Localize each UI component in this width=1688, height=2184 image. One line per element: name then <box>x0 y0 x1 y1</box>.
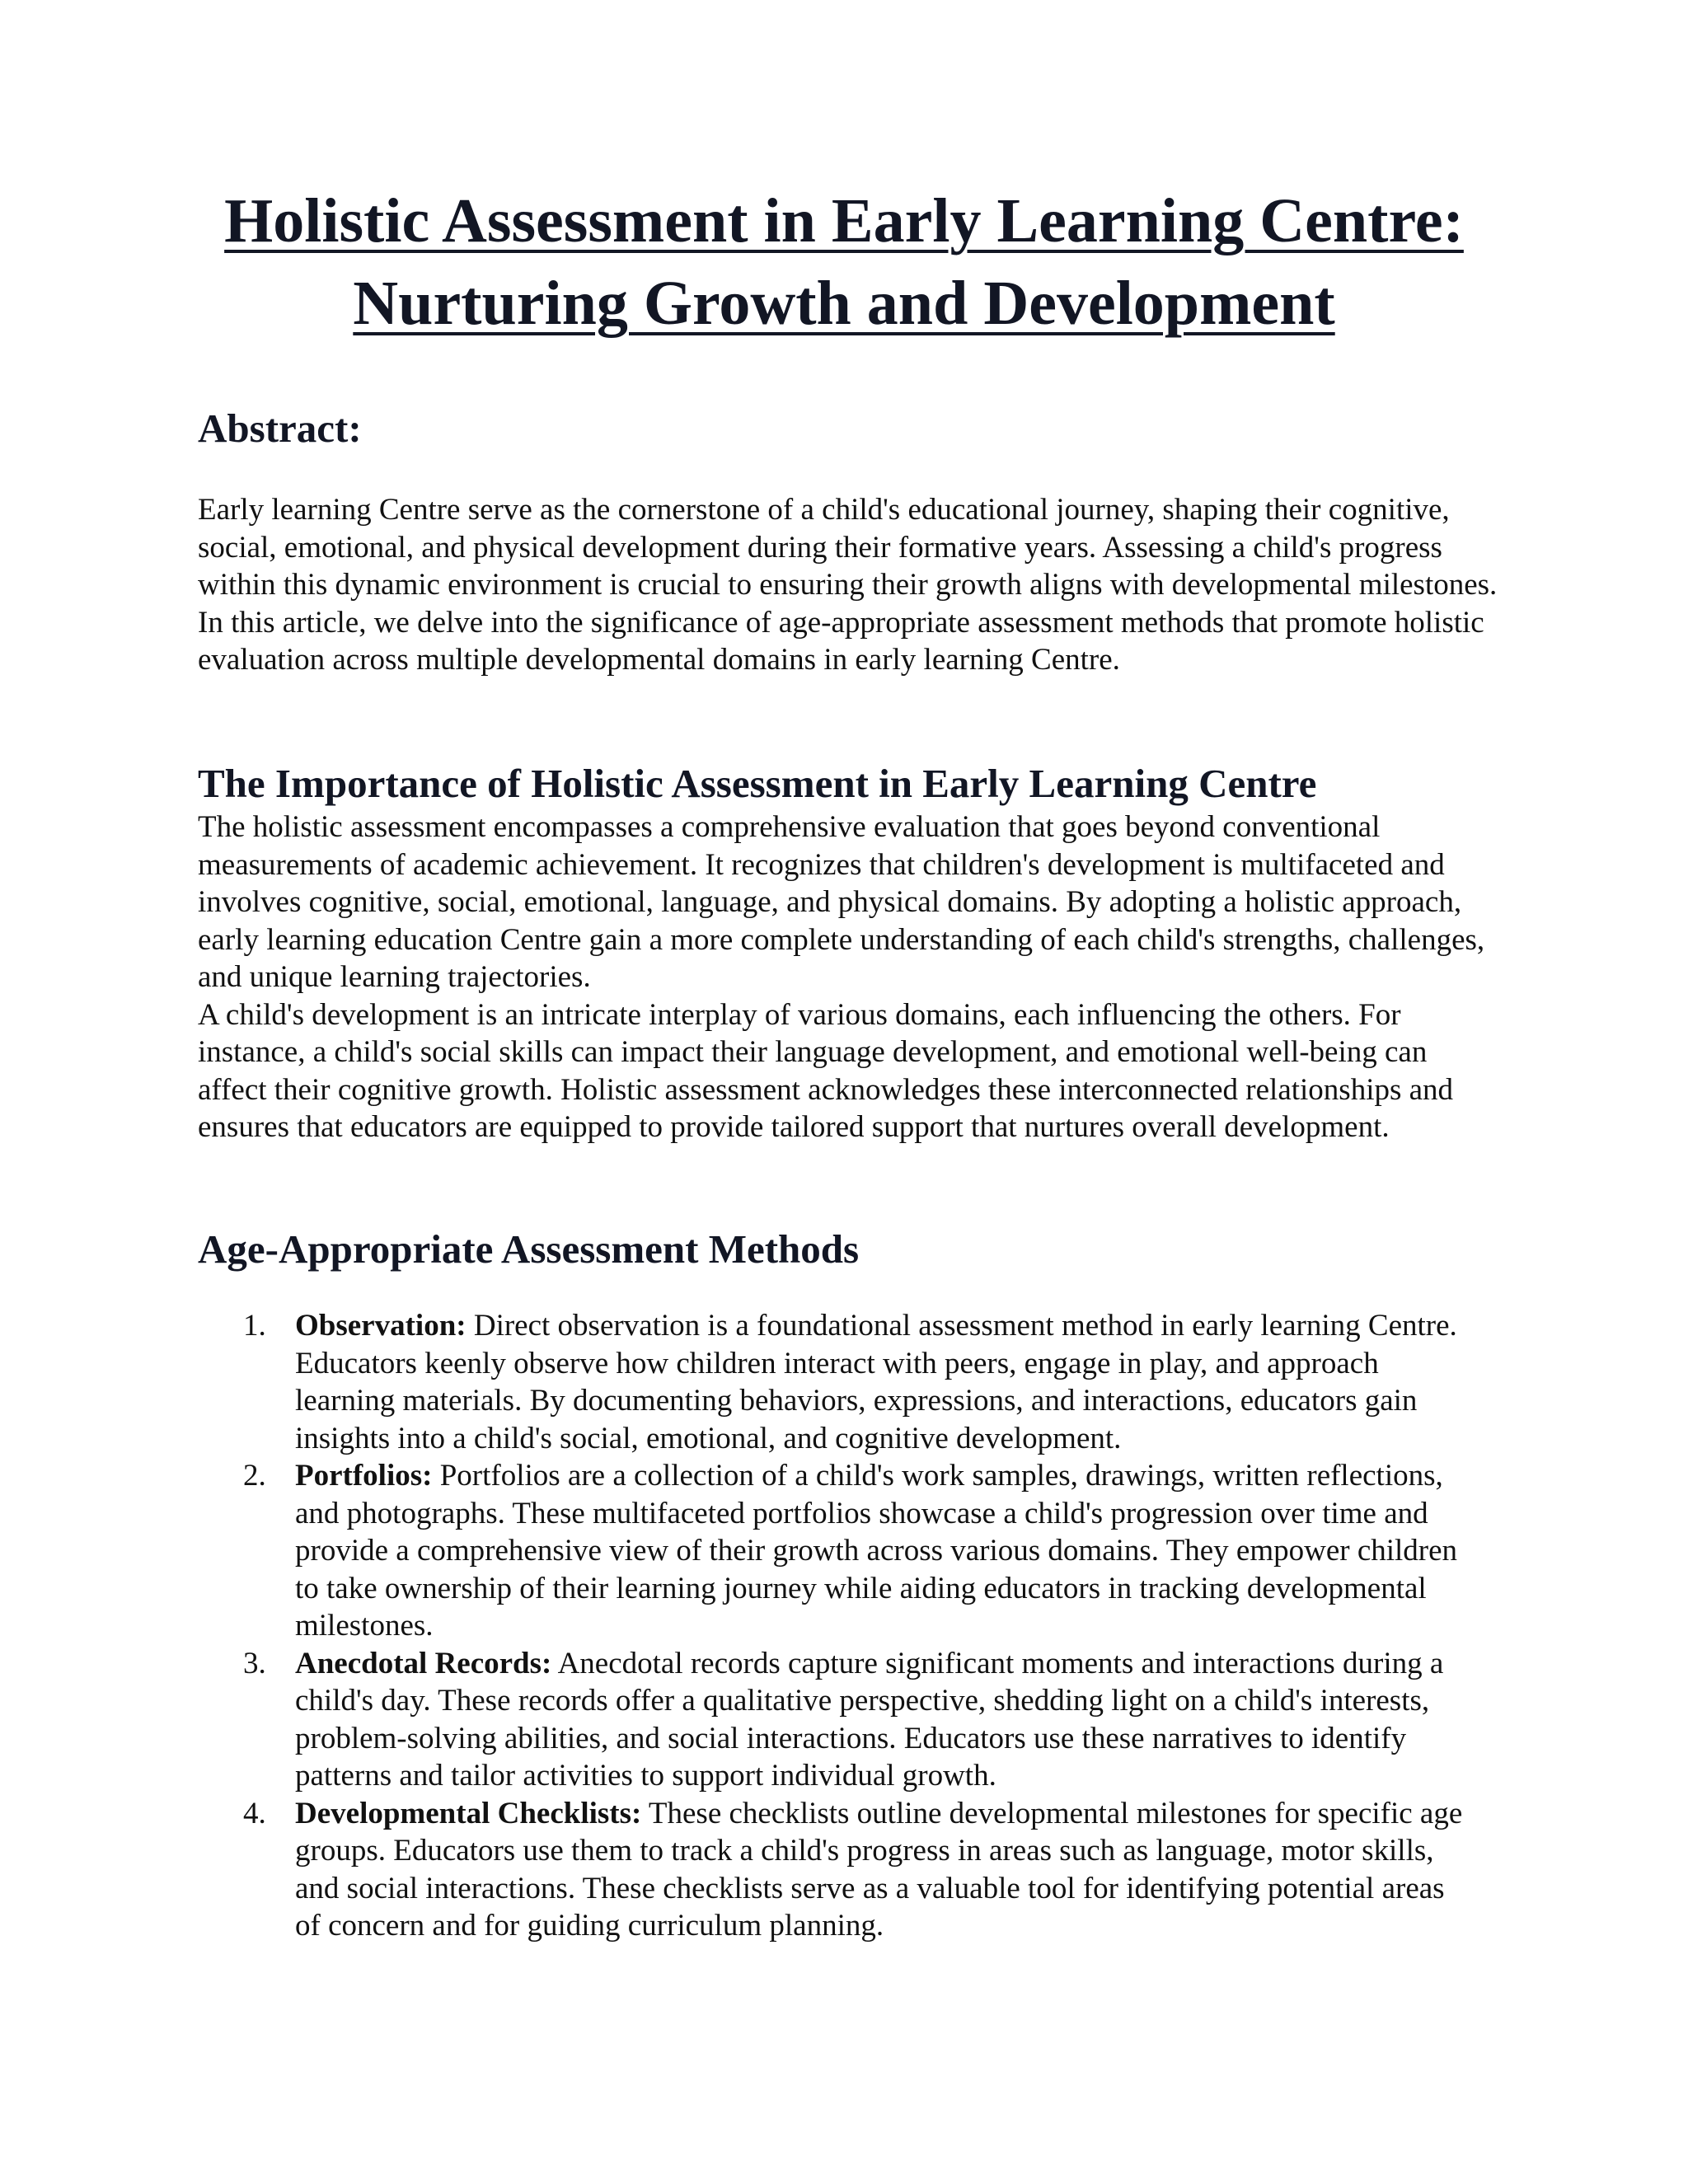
methods-heading: Age-Appropriate Assessment Methods <box>198 1226 860 1272</box>
document-title-line-1: Holistic Assessment in Early Learning Centre: <box>224 186 1464 255</box>
list-item-text: Direct observation is a foundational assessment method in early learning Centre. Educators keenly observe how children interact with peers, engage in play, and approach learning materials. By documenting behaviors, expressions, and interactions, educators gain insights into a child's social, emotional, and cognitive development. <box>295 1309 1457 1455</box>
abstract-heading: Abstract: <box>198 405 362 451</box>
list-item <box>198 1645 1467 1795</box>
importance-paragraph-1: The holistic assessment encompasses a comprehensive evaluation that goes beyond conventional measurements of academic achievement. It recognizes that children's development is multifaceted and involves cognitive, social, emotional, language, and physical domains. By adopting a holistic approach, early learning education Centre gain a more complete understanding of each child's strengths, challenges, and unique learning trajectories. <box>198 810 1485 994</box>
importance-section <box>198 808 1500 1146</box>
document-title-line-2: Nurturing Growth and Development <box>353 269 1335 338</box>
abstract-paragraph: Early learning Centre serve as the cornerstone of a child's educational journey, shaping their cognitive, social, emotional, and physical development during their formative years. Assessing a child's progress within this dynamic environment is crucial to ensuring their growth aligns with developmental milestones. In this article, we delve into the significance of age-appropriate assessment methods that promote holistic evaluation across multiple developmental domains in early learning Centre. <box>198 493 1498 677</box>
list-item-number: 4. <box>243 1796 266 1830</box>
list-item-term: Observation: <box>295 1309 467 1343</box>
importance-heading: The Importance of Holistic Assessment in Early Learning Centre <box>198 761 1317 806</box>
abstract-section <box>198 491 1500 679</box>
list-item-number: 2. <box>243 1459 266 1493</box>
list-item-term: Anecdotal Records: <box>295 1646 552 1680</box>
list-item <box>198 1457 1467 1645</box>
list-item-number: 3. <box>243 1646 266 1680</box>
list-item <box>198 1795 1467 1945</box>
methods-list <box>198 1307 1467 1945</box>
list-item-term: Portfolios: <box>295 1459 433 1493</box>
list-item-text: These checklists outline developmental milestones for specific age groups. Educators use them to track a child's progress in areas such as language, motor skills, and social interactions. These checklists serve as a valuable tool for identifying potential areas of concern and for guiding curriculum planning. <box>295 1796 1463 1943</box>
list-item-term: Developmental Checklists: <box>295 1796 642 1830</box>
list-item-text: Anecdotal records capture significant moments and interactions during a child's day. These records offer a qualitative perspective, shedding light on a child's interests, problem-solving abilities, and social interactions. Educators use these narratives to identify patterns and tailor activities to support individual growth. <box>295 1646 1444 1793</box>
importance-paragraph-2: A child's development is an intricate interplay of various domains, each influencing the others. For instance, a child's social skills can impact their language development, and emotional well-being can affect their cognitive growth. Holistic assessment acknowledges these interconnected relationships and ensures that educators are equipped to provide tailored support that nurtures overall development. <box>198 997 1454 1144</box>
list-item-text: Portfolios are a collection of a child's work samples, drawings, written reflections, and photographs. These multifaceted portfolios showcase a child's progression over time and provide a comprehensive view of their growth across various domains. They empower children to take ownership of their learning journey while aiding educators in tracking developmental milestones. <box>295 1459 1458 1643</box>
list-item-number: 1. <box>243 1309 266 1343</box>
list-item <box>198 1307 1467 1457</box>
document-title <box>165 180 1523 344</box>
